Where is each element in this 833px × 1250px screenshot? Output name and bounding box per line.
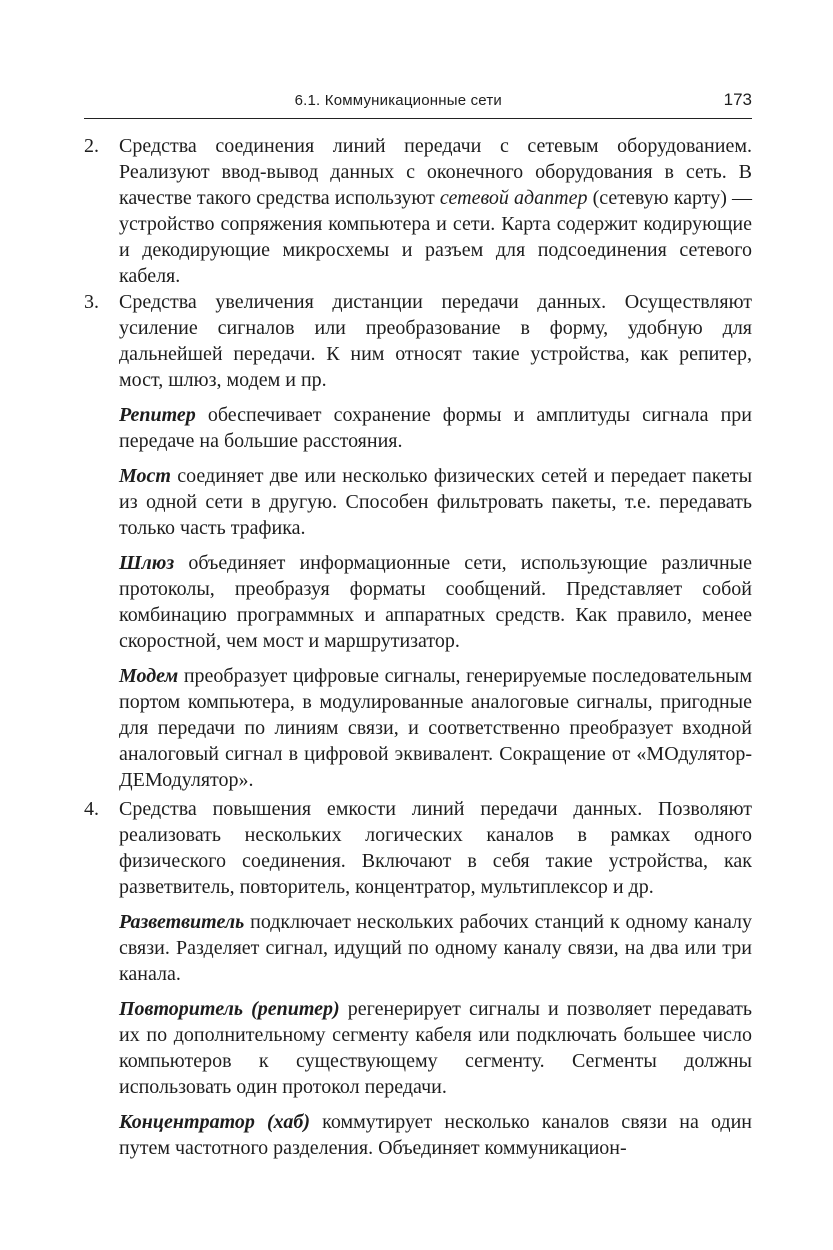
- emphasis-term: сетевой адаптер: [439, 187, 588, 209]
- definition-modem: [84, 663, 752, 793]
- definition-text: обеспечивает сохранение формы и амплитуды сигнала при передаче на большие расстояния.: [119, 404, 752, 452]
- item-paragraph: Средства повышения емкости линий передачи данных. Позволяют реализовать нескольких логических каналов в рамках одного физического соединения. Включают в себя такие устройства, как разветвитель, повторитель, концентратор, мультиплексор и др.: [119, 798, 752, 898]
- list-number: 4.: [84, 798, 99, 820]
- definition-repeater-2: [84, 996, 752, 1100]
- definition-term: Концентратор (хаб): [119, 1111, 311, 1133]
- definition-splitter: [84, 909, 752, 987]
- item-text-continued: (сетевую карту) — устройство сопряжения компьютера и сети. Карта содержит кодирующие и декодирующие микросхемы и разъем для подсоединения сетевого кабеля.: [119, 187, 753, 287]
- definition-repeater: [84, 402, 752, 454]
- section-title: 6.1. Коммуникационные сети: [294, 92, 502, 109]
- definition-text: подключает нескольких рабочих станций к одному каналу связи. Разделяет сигнал, идущий по одному каналу связи, на два или три канала.: [119, 911, 752, 985]
- item-paragraph: [119, 133, 752, 289]
- definition-text: объединяет информационные сети, использующие различные протоколы, преобразуя форматы сообщений. Представляет собой комбинацию программных и аппаратных средств. Как правило, менее скоростной, чем мост и маршрутизатор.: [119, 552, 752, 652]
- list-number: 3.: [84, 291, 99, 313]
- item-paragraph: Средства увеличения дистанции передачи данных. Осуществляют усиление сигналов или преобразование в форму, удобную для дальнейшей передачи. К ним относят такие устройства, как репитер, мост, шлюз, модем и пр.: [119, 291, 752, 391]
- definition-text: преобразует цифровые сигналы, генерируемые последовательным портом компьютера, в модулированные аналоговые сигналы, пригодные для передачи по линиям связи, и соответственно преобразует входной аналоговый сигнал в цифровой эквивалент. Сокращение от «МОдулятор-ДЕМодулятор».: [119, 665, 752, 791]
- definition-term: Повторитель (репитер): [119, 998, 340, 1020]
- list-item-2: [84, 133, 752, 289]
- definition-text: соединяет две или несколько физических сетей и передает пакеты из одной сети в другую. Способен фильтровать пакеты, т.е. передавать только часть трафика.: [119, 465, 752, 539]
- list-item-3: [84, 289, 752, 393]
- definition-term: Репитер: [119, 404, 196, 426]
- page-number: 173: [723, 90, 752, 109]
- item-text: Средства соединения линий передачи с сетевым оборудованием. Реализуют ввод-вывод данных с оконечного оборудования в сеть. В качестве такого средства используют: [119, 135, 752, 209]
- list-number: 2.: [84, 135, 99, 157]
- definition-term: Шлюз: [119, 552, 175, 574]
- definition-bridge: [84, 463, 752, 541]
- list-item-4: [84, 796, 752, 900]
- definition-term: Мост: [119, 465, 171, 487]
- running-header: [84, 88, 752, 119]
- definition-gateway: [84, 550, 752, 654]
- definition-hub: [84, 1109, 752, 1161]
- definition-text: коммутирует несколько каналов связи на один путем частотного разделения. Объединяет коммуникацион-: [119, 1111, 752, 1159]
- definition-text: регенерирует сигналы и позволяет передавать их по дополнительному сегменту кабеля или подключать большее число компьютеров к существующему сегменту. Сегменты должны использовать один протокол передачи.: [119, 998, 752, 1098]
- page-body: [84, 133, 752, 1161]
- definition-term: Разветвитель: [119, 911, 245, 933]
- definition-term: Модем: [119, 665, 179, 687]
